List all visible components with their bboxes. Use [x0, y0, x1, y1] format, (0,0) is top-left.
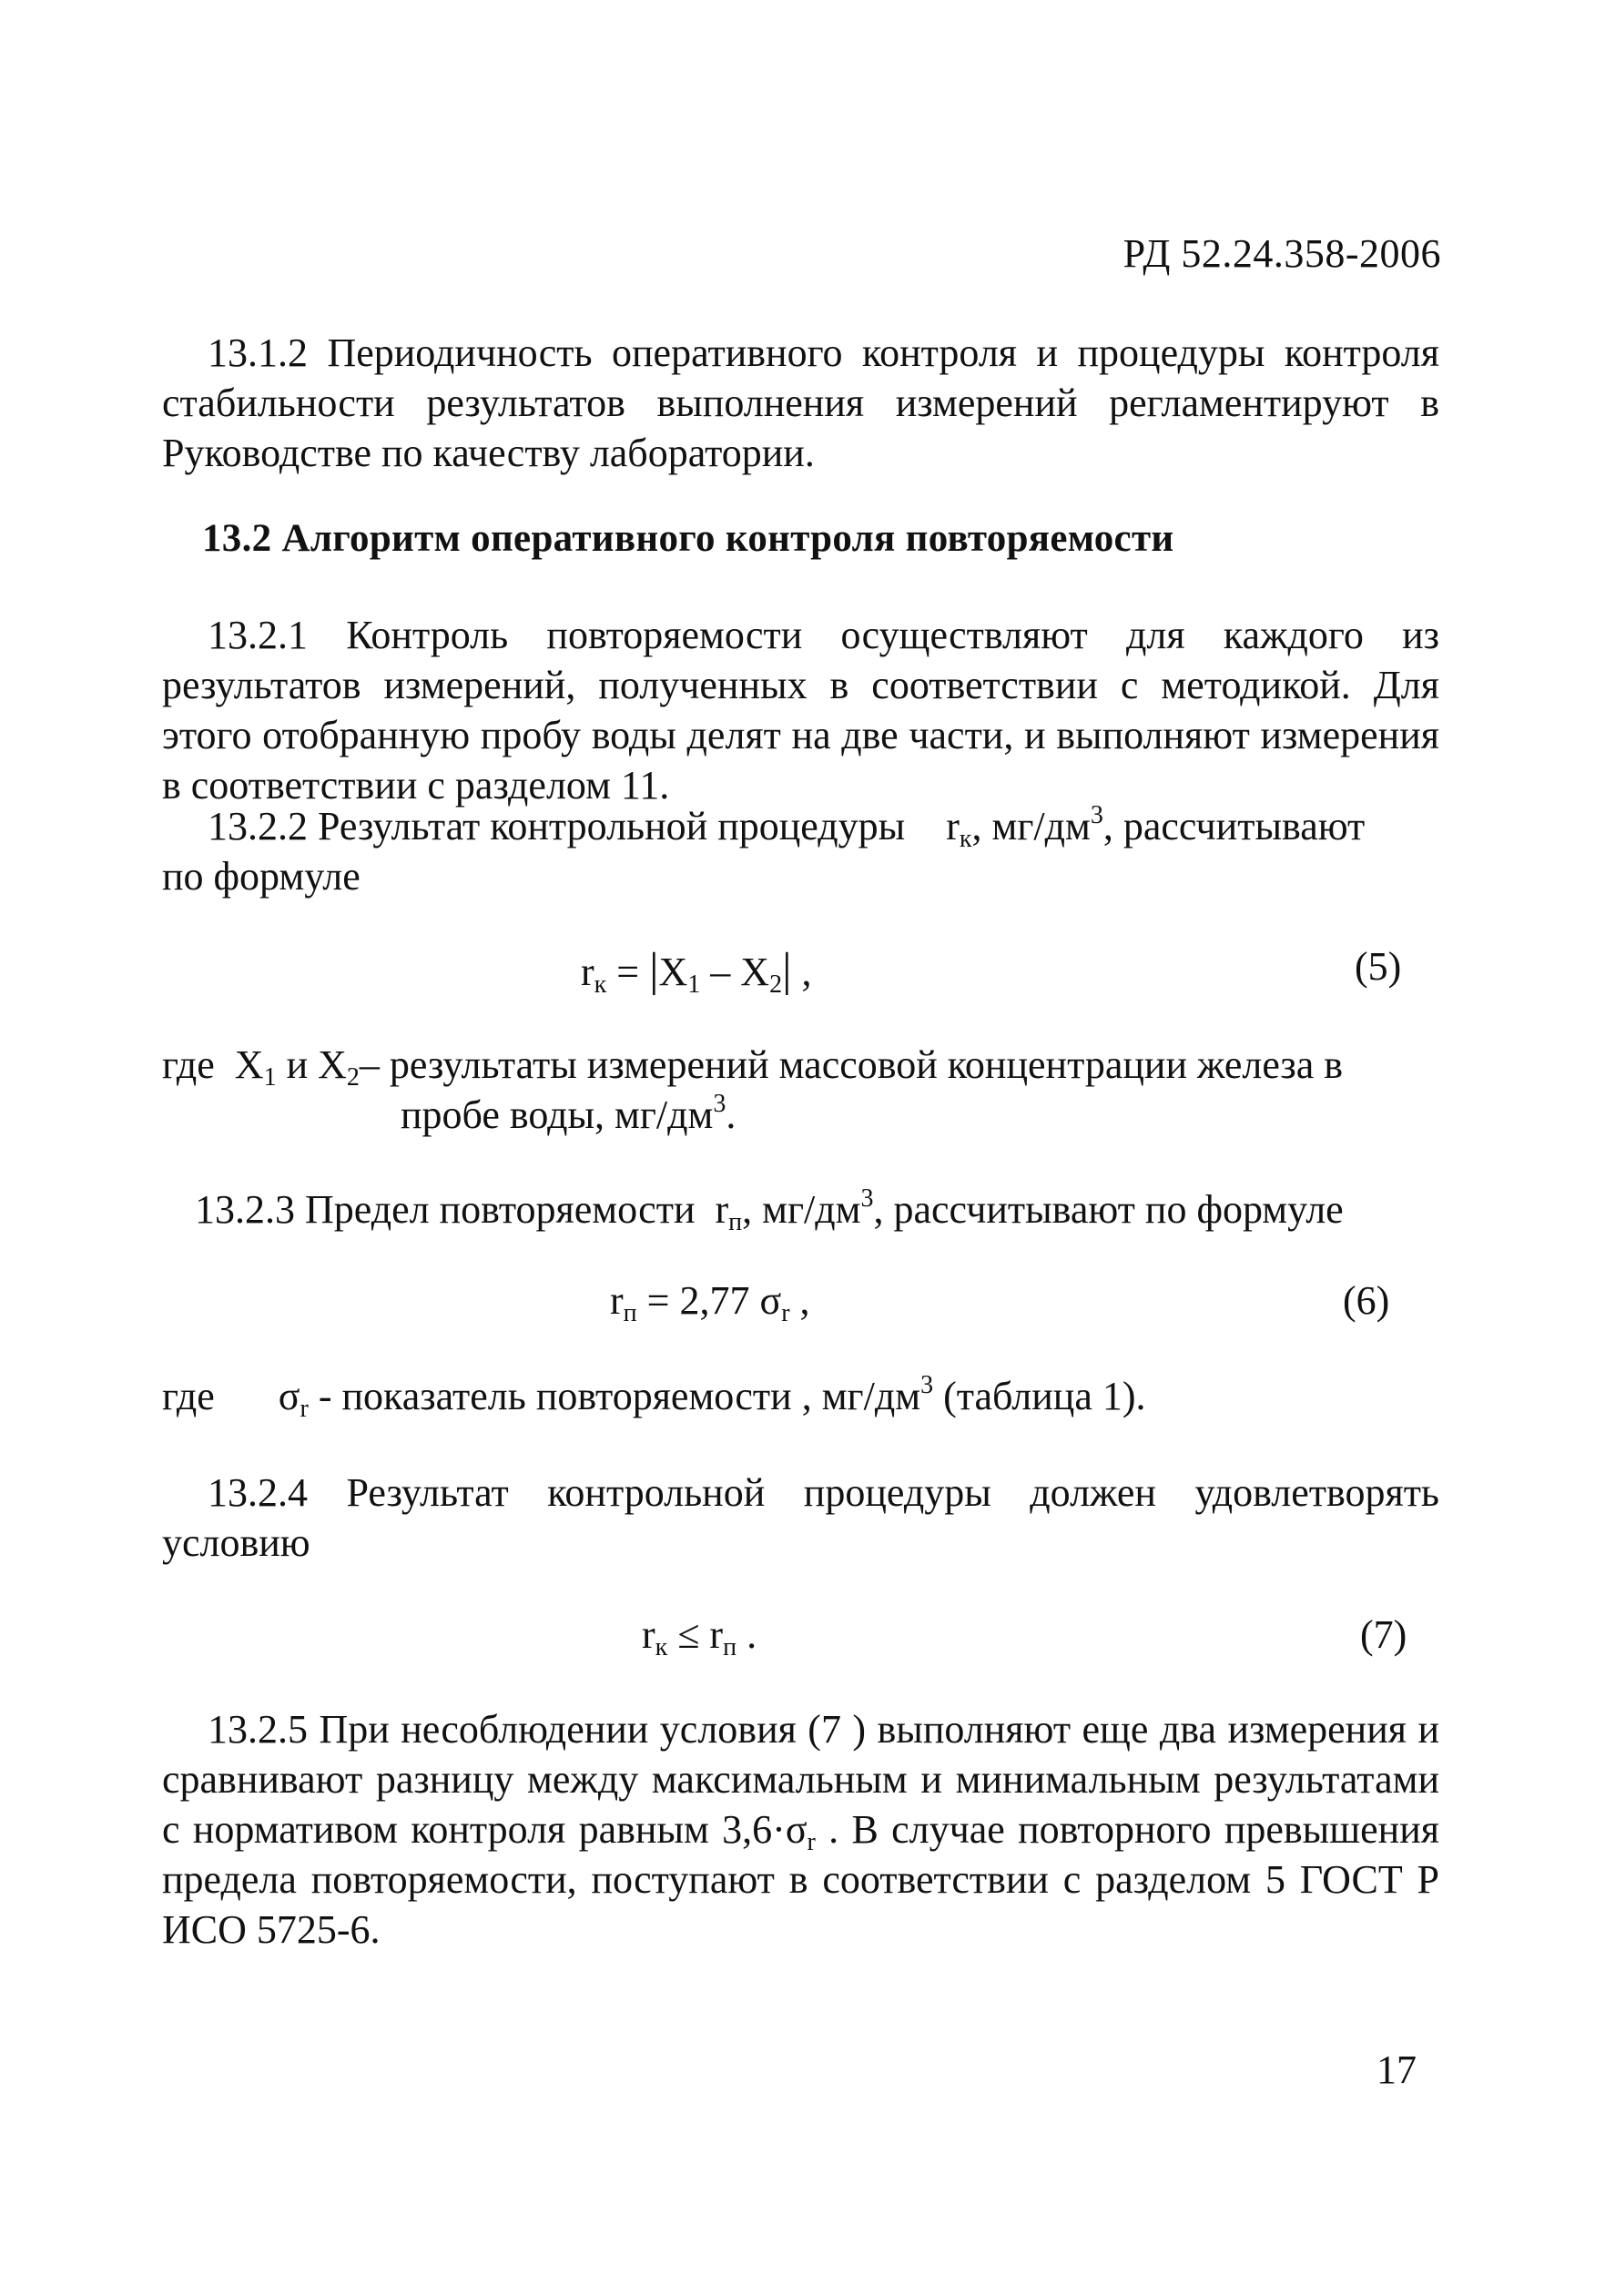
w6-sigma-sub: r: [300, 1395, 309, 1423]
w5-x2: X: [318, 1042, 347, 1087]
paragraph-13-2-5: [162, 1704, 1439, 1955]
formula-6: [610, 1277, 810, 1327]
p3-lead: 13.2.3 Предел повторяемости: [195, 1187, 696, 1232]
w6-sup: 3: [920, 1371, 934, 1399]
w5-x1: X: [234, 1042, 264, 1087]
f6-lhs-sub: п: [623, 1299, 637, 1327]
section-heading-13-2: 13.2 Алгоритм оперативного контроля повторяемости: [202, 517, 1174, 560]
f7-lhs-sub: к: [655, 1633, 668, 1661]
f5-bar-close: |: [782, 944, 792, 996]
where-6: [162, 1371, 1146, 1423]
f5-comma: ,: [791, 950, 812, 994]
f5-x1-sub: 1: [687, 970, 701, 999]
f7-lhs: r: [642, 1612, 655, 1657]
w6-end: (таблица 1).: [933, 1374, 1146, 1418]
f5-bar-open: |: [649, 944, 659, 996]
f6-rhs-sub: r: [781, 1299, 790, 1327]
where-5-line2: [401, 1092, 736, 1138]
w5-and: и: [276, 1042, 319, 1087]
w5-x1-sub: 1: [263, 1063, 277, 1092]
rp-subscript: п: [728, 1208, 743, 1236]
f5-lhs-sub: к: [594, 970, 607, 999]
p3-unit-sup: 3: [860, 1184, 874, 1213]
formula-7: [642, 1611, 757, 1661]
p3-unit: , мг/дм: [742, 1187, 861, 1232]
equation-number-5: (5): [1355, 944, 1402, 989]
rp-symbol: r: [715, 1187, 729, 1232]
page-number: 17: [1376, 2047, 1417, 2092]
f7-op: ≤: [667, 1612, 710, 1657]
paragraph-13-2-2-line1: [208, 801, 1439, 853]
f5-lhs: r: [581, 950, 594, 994]
p5-sub: r: [807, 1828, 816, 1856]
paragraph-13-2-4: 13.2.4 Результат контрольной процедуры должен удовлетворять условию: [162, 1470, 1439, 1565]
f5-x2-sub: 2: [769, 970, 783, 999]
p5-after: . В случае повторного превышения предела повторяемости, поступают в соответствии с разделом 5 ГОСТ Р ИСО 5725-6.: [162, 1807, 1439, 1952]
formula-5: [581, 943, 812, 997]
w5-lead: где: [162, 1042, 215, 1087]
f5-minus: –: [700, 950, 741, 994]
f5-x2: X: [740, 950, 770, 994]
w5-text: результаты измерений массовой концентрации железа в: [379, 1042, 1344, 1087]
p2-unit: , мг/дм: [971, 804, 1091, 848]
equation-number-6: (6): [1343, 1278, 1390, 1323]
paragraph-13-2-1: 13.2.1 Контроль повторяемости осуществляют для каждого из результатов измерений, полученных в соответствии с методикой. Для этого отобранную пробу воды делят на две части, и выполняют измерения в соответствии с разделом 11.: [162, 613, 1439, 808]
paragraph-13-2-2-line2: по формуле: [162, 854, 361, 899]
f7-end: .: [736, 1612, 757, 1657]
w5-line2-sup: 3: [713, 1090, 726, 1118]
paragraph-13-1-2: 13.1.2 Периодичность оперативного контроля и процедуры контроля стабильности результатов выполнения измерений регламентируют в Руководстве по качеству лаборатории.: [162, 330, 1439, 475]
f5-x1: X: [658, 950, 688, 994]
w5-dash: –: [359, 1042, 380, 1087]
f5-eq: =: [606, 950, 650, 994]
p2-unit-sup: 3: [1090, 801, 1103, 829]
where-5-line1: [162, 1041, 1344, 1092]
w6-text: - показатель повторяемости , мг/дм: [308, 1374, 921, 1418]
w5-line2: пробе воды, мг/дм: [401, 1092, 714, 1137]
rk-symbol: r: [946, 804, 960, 848]
rk-subscript: к: [959, 825, 972, 853]
f6-comma: ,: [789, 1278, 810, 1323]
w6-sigma: σ: [278, 1374, 300, 1418]
p2-tail: , рассчитывают: [1102, 804, 1366, 848]
f7-rhs-sub: п: [723, 1633, 737, 1661]
document-code: РД 52.24.358-2006: [1122, 231, 1441, 276]
paragraph-13-2-3: [195, 1184, 1344, 1236]
p5-before: 13.2.5 При несоблюдении условия (7 ) выполняют еще два измерения и сравнивают разницу между максимальным и минимальным результатами с нормативом контроля равным 3,6·σ: [162, 1707, 1439, 1852]
p2-lead: 13.2.2 Результат контрольной процедуры: [208, 804, 906, 848]
f6-lhs: r: [610, 1278, 624, 1323]
f7-rhs: r: [709, 1612, 724, 1657]
w6-lead: где: [162, 1374, 215, 1418]
p3-tail: , рассчитывают по формуле: [873, 1187, 1344, 1232]
equation-number-7: (7): [1360, 1612, 1407, 1657]
w5-x2-sub: 2: [346, 1063, 360, 1092]
w5-line2-end: .: [726, 1092, 736, 1137]
f6-rhs: = 2,77 σ: [636, 1278, 782, 1323]
